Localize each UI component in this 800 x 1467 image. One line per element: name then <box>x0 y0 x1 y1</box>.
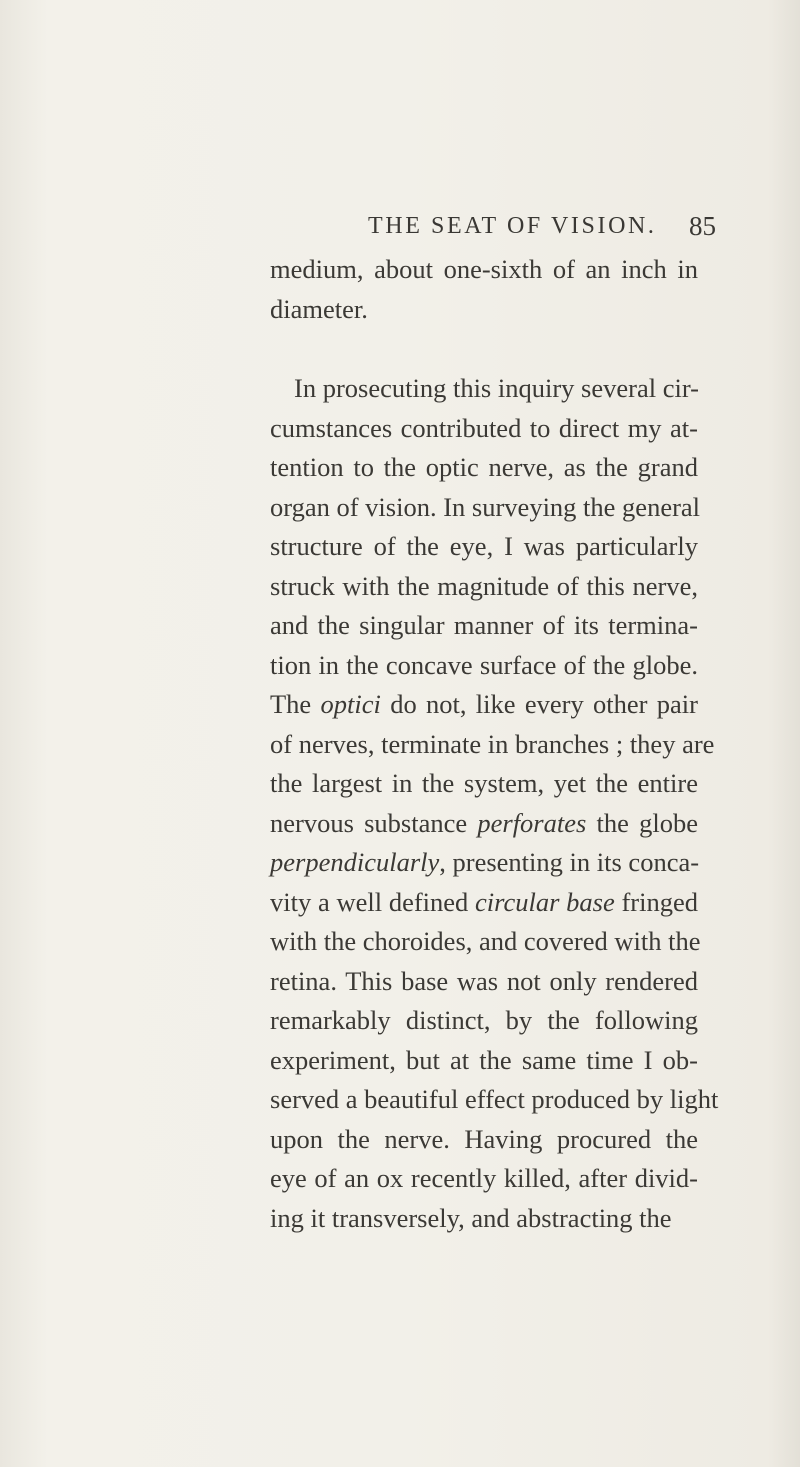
text-line <box>270 369 698 409</box>
text-line <box>270 488 701 528</box>
text-run: The <box>270 689 321 719</box>
text-line <box>270 448 698 488</box>
body-text <box>270 250 719 1238</box>
paragraph <box>270 369 719 1238</box>
text-run: ing it transversely, and abstracting the <box>270 1202 672 1233</box>
text-run: upon the nerve. Having procured the <box>270 1123 698 1154</box>
page-number: 85 <box>689 211 716 241</box>
text-run: fringed <box>614 886 698 917</box>
text-line <box>270 1120 698 1160</box>
text-run: experiment, but at the same time I ob- <box>270 1044 698 1075</box>
text-line <box>270 1001 698 1041</box>
text-run: medium, about one-sixth of an inch in <box>270 254 698 284</box>
text-line <box>270 646 698 686</box>
text-run: tion in the concave surface of the globe. <box>270 649 698 680</box>
text-line <box>270 409 698 449</box>
text-line <box>270 1041 698 1081</box>
text-run: the globe <box>586 807 698 838</box>
text-line <box>270 764 698 804</box>
running-head <box>0 208 800 244</box>
text-run: served a beautiful effect produced by light <box>270 1084 719 1114</box>
text-line <box>270 527 698 567</box>
text-line <box>270 606 698 646</box>
text-run: nervous substance <box>270 807 478 838</box>
italic-text: perforates <box>477 807 587 838</box>
running-title: THE SEAT OF VISION. <box>368 213 657 239</box>
text-run: organ of vision. In surveying the general <box>270 491 701 522</box>
text-run: , presenting in its conca- <box>439 847 700 877</box>
text-run: remarkably distinct, by the following <box>270 1005 698 1035</box>
italic-text: perpendicularly <box>270 847 440 877</box>
text-run: structure of the eye, I was particularly <box>270 531 698 561</box>
paragraph <box>270 250 698 329</box>
text-run: do not, like every other pair <box>380 689 698 719</box>
text-line <box>270 567 698 607</box>
text-line <box>270 922 701 962</box>
italic-text: circular base <box>475 886 615 917</box>
text-run: tention to the optic nerve, as the grand <box>270 452 698 482</box>
text-run: In prosecuting this inquiry several cir- <box>294 373 699 403</box>
text-run: with the choroides, and covered with the <box>270 926 701 956</box>
text-line <box>270 1199 698 1239</box>
text-run: eye of an ox recently killed, after divid- <box>270 1163 698 1193</box>
text-run: and the singular manner of its termina- <box>270 610 698 640</box>
text-run: struck with the magnitude of this nerve, <box>270 570 698 601</box>
text-run: of nerves, terminate in branches ; they are <box>270 728 715 759</box>
text-line <box>270 1159 698 1199</box>
text-line <box>270 843 698 883</box>
text-line <box>270 290 698 330</box>
paragraph-gap <box>270 329 698 369</box>
text-run: retina. This base was not only rendered <box>270 965 698 996</box>
text-line <box>270 962 698 1002</box>
text-run: vity a well defined <box>270 886 476 917</box>
text-line <box>270 883 698 923</box>
text-line <box>270 250 698 290</box>
italic-text: optici <box>320 689 381 719</box>
text-run: diameter. <box>270 293 368 324</box>
text-run: the largest in the system, yet the entire <box>270 768 698 798</box>
text-line <box>270 685 698 725</box>
text-run: cumstances contributed to direct my at- <box>270 412 698 443</box>
text-line <box>270 1080 719 1120</box>
text-line <box>270 725 715 765</box>
text-line <box>270 804 698 844</box>
